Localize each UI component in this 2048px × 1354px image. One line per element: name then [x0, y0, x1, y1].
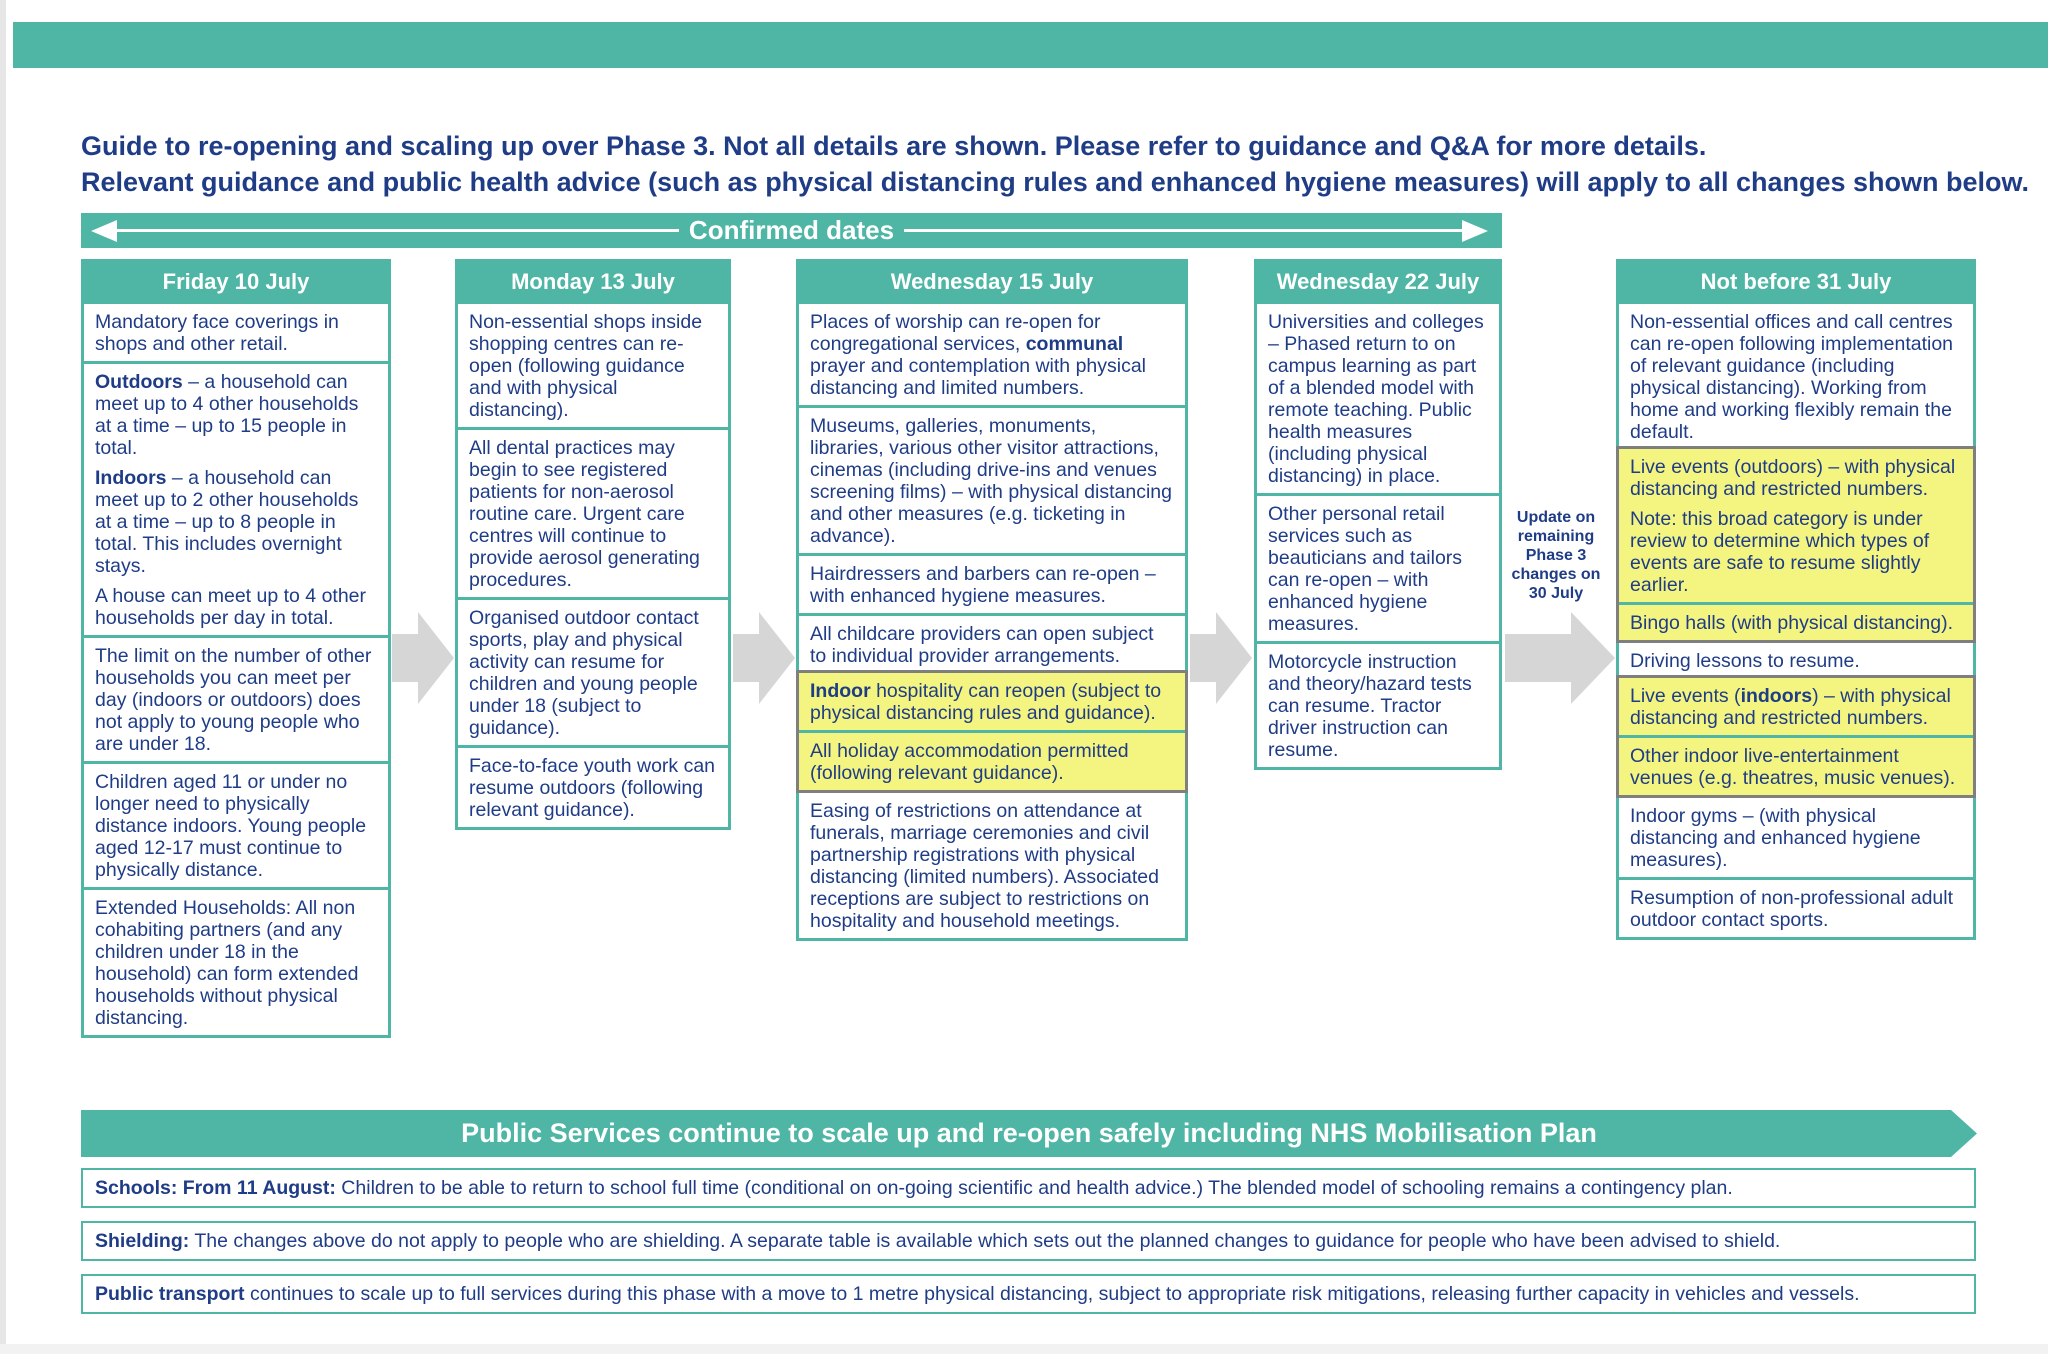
banner-label: Public Services continue to scale up and re-open safely including NHS Mobilisation Plan: [461, 1118, 1597, 1148]
note-public-transport: Public transport continues to scale up to full services during this phase with a move to 1 metre physical distancing, subject to appropriate risk mitigations, releasing further capacity in vehicles and vessels.: [81, 1274, 1976, 1314]
phase-item: All childcare providers can open subject to individual provider arrangements.: [799, 613, 1185, 673]
column-header: Friday 10 July: [81, 259, 391, 304]
phase-item: Non-essential offices and call centres can re-open following implementation of relevant guidance (including physical distancing). Working from home and working flexibly remain the default.: [1630, 311, 1954, 443]
phase-item: Mandatory face coverings in shops and other retail.: [95, 311, 339, 355]
phase-item: Indoor gyms – (with physical distancing and enhanced hygiene measures).: [1619, 795, 1973, 877]
phase-item-highlighted: Bingo halls (with physical distancing).: [1619, 602, 1973, 640]
column-body: [455, 304, 731, 830]
column-wednesday-15-july: [796, 259, 1188, 941]
note-shielding: Shielding: The changes above do not apply to people who are shielding. A separate table is available which sets out the planned changes to guidance for people who have been advised to shield.: [81, 1221, 1976, 1261]
arrow-right-icon: [1505, 612, 1615, 704]
highlight-group: [1619, 449, 1973, 640]
phase-item: Non-essential shops inside shopping centres can re-open (following guidance and with physical distancing).: [469, 311, 703, 421]
phase-item: Face-to-face youth work can resume outdoors (following relevant guidance).: [458, 745, 728, 827]
arrow-right-icon: [392, 612, 454, 704]
arrow-right-icon: [1190, 612, 1252, 704]
intro-line-2: Relevant guidance and public health advice (such as physical distancing rules and enhanced hygiene measures) will apply to all changes shown below.: [81, 167, 2030, 197]
column-header: Wednesday 22 July: [1254, 259, 1502, 304]
note-schools: Schools: From 11 August: Children to be able to return to school full time (conditional on on-going scientific and health advice.) The blended model of schooling remains a contingency plan.: [81, 1168, 1976, 1208]
page-left-edge: [0, 0, 6, 1354]
phase-item: Resumption of non-professional adult outdoor contact sports.: [1619, 877, 1973, 937]
column-not-before-31-july: [1616, 259, 1976, 940]
column-header: Not before 31 July: [1616, 259, 1976, 304]
highlight-group: [1619, 678, 1973, 795]
column-body: [1254, 304, 1502, 770]
phase-item-highlighted: Indoor hospitality can reopen (subject to physical distancing rules and guidance).: [799, 673, 1185, 730]
phase-item-highlighted: Note: this broad category is under review to determine which types of events are safe to resume slightly earlier.: [1619, 506, 1973, 602]
phase-item: Indoors – a household can meet up to 2 other households at a time – up to 8 people in total. This includes overnight stays.: [95, 467, 359, 577]
phase-item-highlighted: Live events (indoors) – with physical distancing and restricted numbers.: [1619, 678, 1973, 735]
column-header: Wednesday 15 July: [796, 259, 1188, 304]
phase-item: Extended Households: All non cohabiting partners (and any children under 18 in the household) can form extended households without physical distancing.: [84, 887, 388, 1035]
phase-item: A house can meet up to 4 other households per day in total.: [95, 585, 367, 629]
column-body: [1616, 304, 1976, 940]
public-services-banner: [81, 1110, 1977, 1157]
update-note: Update on remaining Phase 3 changes on 30 July: [1511, 509, 1601, 602]
column-monday-13-july: [455, 259, 731, 830]
column-header: Monday 13 July: [455, 259, 731, 304]
phase-item: Motorcycle instruction and theory/hazard tests can resume. Tractor driver instruction can resume.: [1257, 641, 1499, 767]
intro-text: [81, 128, 2030, 200]
phase-item: Outdoors – a household can meet up to 4 other households at a time – up to 15 people in total.: [84, 361, 388, 465]
phase-item-highlighted: All holiday accommodation permitted (following relevant guidance).: [799, 730, 1185, 790]
phase-item: The limit on the number of other households you can meet per day (indoors or outdoors) does not apply to young people who are under 18.: [84, 635, 388, 761]
phase-item: Organised outdoor contact sports, play and physical activity can resume for children and young people under 18 (subject to guidance).: [458, 597, 728, 745]
highlight-group: [799, 673, 1185, 790]
phase-item: Places of worship can re-open for congregational services, communal prayer and contemplation with physical distancing and limited numbers.: [810, 311, 1147, 399]
column-friday-10-july: [81, 259, 391, 1038]
phase-item: Easing of restrictions on attendance at funerals, marriage ceremonies and civil partnership registrations with physical distancing (limited numbers). Associated receptions are subject to restrictions on hospitality and household meetings.: [799, 790, 1185, 938]
confirmed-dates-label: Confirmed dates: [679, 215, 904, 245]
phase-item: Children aged 11 or under no longer need to physically distance indoors. Young people aged 12-17 must continue to physically distance.: [84, 761, 388, 887]
phase-item: All dental practices may begin to see registered patients for non-aerosol routine care. Urgent care centres will continue to provide aerosol generating procedures.: [458, 427, 728, 597]
phase-item: Universities and colleges – Phased return to on campus learning as part of a blended model with remote teaching. Public health measures (including physical distancing) in place.: [1268, 311, 1484, 487]
page-bottom-edge: [0, 1344, 2048, 1354]
column-wednesday-22-july: [1254, 259, 1502, 770]
column-body: [81, 304, 391, 1038]
arrow-right-icon: [733, 612, 795, 704]
phase-item-highlighted: Live events (outdoors) – with physical distancing and restricted numbers.: [1619, 449, 1973, 506]
column-body: [796, 304, 1188, 941]
phase-item: Hairdressers and barbers can re-open – with enhanced hygiene measures.: [799, 553, 1185, 613]
confirmed-dates-bar: [81, 213, 1502, 248]
header-bar: [13, 22, 2048, 68]
phase-item: Driving lessons to resume.: [1619, 640, 1973, 678]
phase-item-highlighted: Other indoor live-entertainment venues (e.g. theatres, music venues).: [1619, 735, 1973, 795]
phase-item: Other personal retail services such as beauticians and tailors can re-open – with enhanced hygiene measures.: [1257, 493, 1499, 641]
phase-item: Museums, galleries, monuments, libraries, various other visitor attractions, cinemas (including drive-ins and venues screening films) – with physical distancing and other measures (e.g. ticketing in advance).: [799, 405, 1185, 553]
intro-line-1: Guide to re-opening and scaling up over Phase 3. Not all details are shown. Please refer to guidance and Q&A for more details.: [81, 131, 1707, 161]
